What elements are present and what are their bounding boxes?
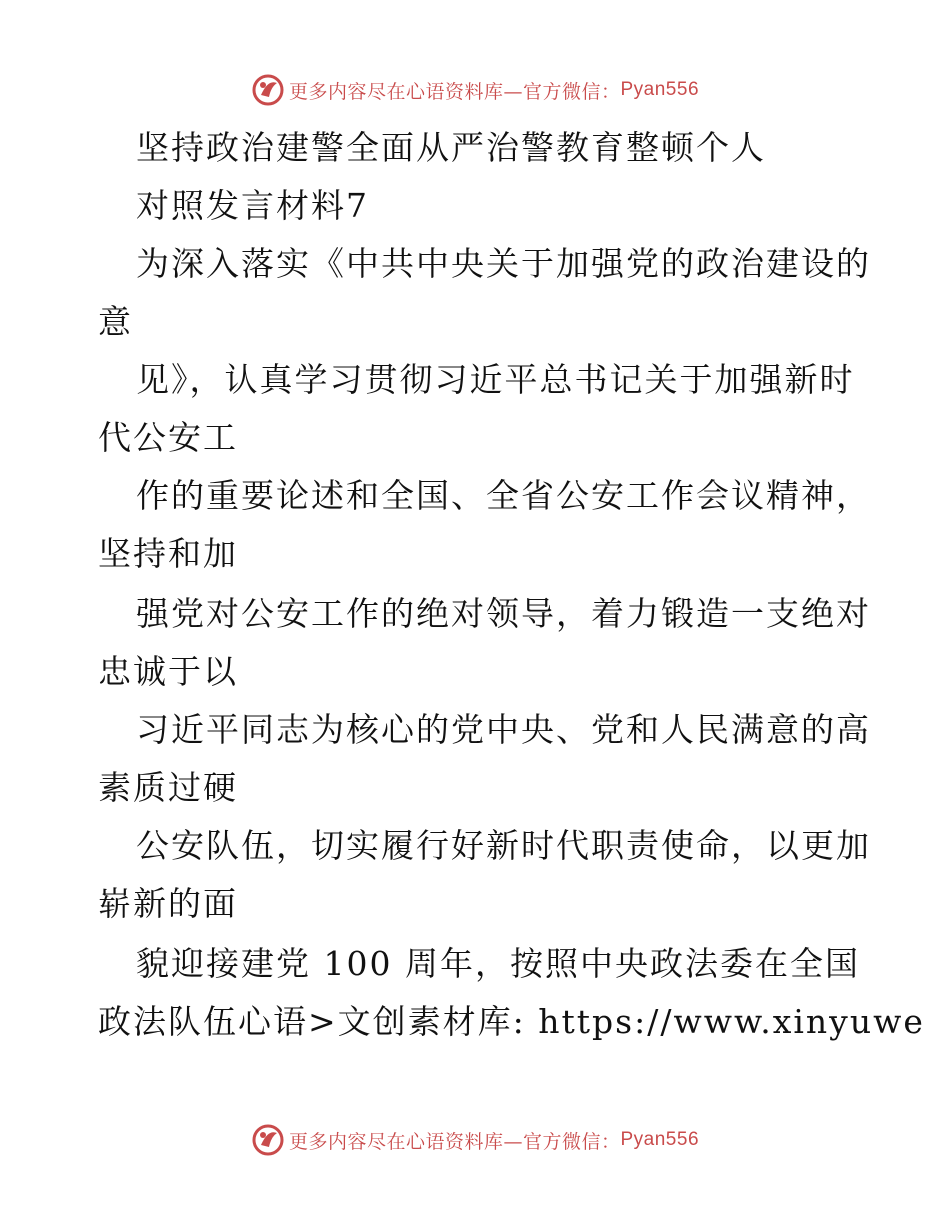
- brand-logo-icon: [251, 73, 285, 107]
- doc-line: 对照发言材料7: [136, 186, 369, 225]
- brand-logo-icon: [251, 1123, 285, 1157]
- doc-line: 为深入落实《中共中央关于加强党的政治建设的: [136, 244, 871, 283]
- doc-line: 强党对公安工作的绝对领导，着力锻造一支绝对: [136, 594, 871, 633]
- banner-wechat-id: Pyan556: [620, 79, 700, 100]
- doc-line: 作的重要论述和全国、全省公安工作会议精神，: [136, 476, 871, 515]
- doc-line: 忠诚于以: [98, 652, 238, 691]
- doc-line: 貌迎接建党 100 周年，按照中央政法委在全国: [136, 944, 860, 983]
- doc-line: 习近平同志为核心的党中央、党和人民满意的高: [136, 710, 871, 749]
- doc-line: 坚持和加: [98, 534, 238, 573]
- footer-watermark-banner: [0, 1120, 950, 1160]
- doc-line: 见》，认真学习贯彻习近平总书记关于加强新时: [136, 360, 855, 399]
- banner-text: 更多内容尽在心语资料库—官方微信：: [288, 80, 621, 103]
- header-watermark-banner: [0, 70, 950, 110]
- doc-line: 政法队伍心语>文创素材库: https://www.xinyuwe: [98, 1002, 925, 1041]
- doc-line: 公安队伍，切实履行好新时代职责使命，以更加: [136, 826, 871, 865]
- doc-line: 坚持政治建警全面从严治警教育整顿个人: [136, 128, 766, 167]
- banner-wechat-id: Pyan556: [620, 1129, 700, 1150]
- doc-line: 素质过硬: [98, 768, 238, 807]
- doc-line: 意: [98, 302, 133, 341]
- doc-line: 代公安工: [98, 418, 238, 457]
- doc-line: 崭新的面: [98, 884, 238, 923]
- banner-text: 更多内容尽在心语资料库—官方微信：: [288, 1130, 621, 1153]
